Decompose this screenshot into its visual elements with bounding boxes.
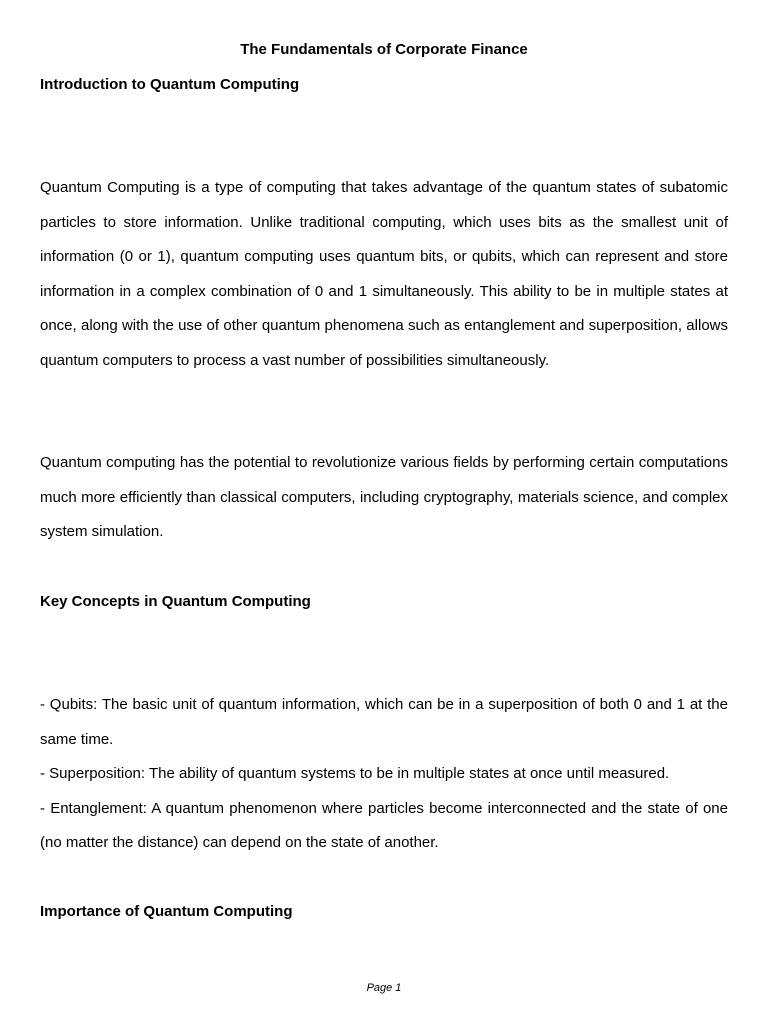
section-heading-key-concepts: Key Concepts in Quantum Computing: [40, 593, 311, 610]
paragraph-intro-2: Quantum computing has the potential to revolutionize various fields by performing certain computations much more efficiently than classical computers, including cryptography, materials science, and complex system simulation.: [40, 454, 728, 540]
section-heading-importance: Importance of Quantum Computing: [40, 903, 293, 920]
document-title: The Fundamentals of Corporate Finance: [240, 41, 528, 58]
paragraph-intro-1: Quantum Computing is a type of computing that takes advantage of the quantum states of subatomic particles to store information. Unlike traditional computing, which uses bits as the smallest unit of information (0 or 1), quantum computing uses quantum bits, or qubits, which can represent and store information in a complex combination of 0 and 1 simultaneously. This ability to be in multiple states at once, along with the use of other quantum phenomena such as entanglement and superposition, allows quantum computers to process a vast number of possibilities simultaneously.: [40, 179, 728, 369]
section-heading-introduction: Introduction to Quantum Computing: [40, 76, 300, 93]
list-item-qubits: - Qubits: The basic unit of quantum information, which can be in a superposition of both 0 and 1 at the same time.: [40, 696, 728, 748]
list-item-entanglement: - Entanglement: A quantum phenomenon where particles become interconnected and the state of one (no matter the distance) can depend on the state of another.: [40, 799, 728, 851]
list-item-superposition: - Superposition: The ability of quantum systems to be in multiple states at once until measured.: [40, 765, 670, 782]
page-number: Page 1: [366, 982, 402, 994]
key-concepts-list: [40, 688, 728, 861]
